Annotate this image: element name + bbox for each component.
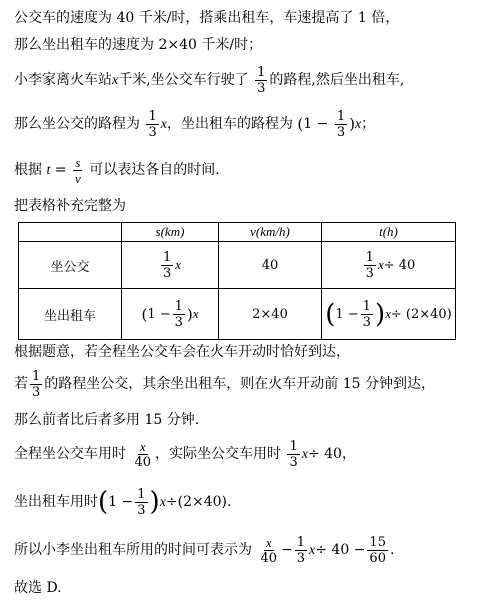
text-seg: 若 <box>14 376 28 392</box>
math-seg: 1 − <box>108 494 134 510</box>
text-line-12 <box>14 530 394 571</box>
denominator: 3 <box>289 454 298 470</box>
text-seg: 坐出租车用时 <box>14 494 98 510</box>
text-seg: 小李家离火车站 <box>14 72 112 88</box>
numerator: 1 <box>362 298 371 314</box>
fraction-x-over-40 <box>258 536 279 565</box>
table-row <box>19 289 456 340</box>
text-line-2: 那么坐出租车的速度为 2×40 千米/时； <box>14 37 263 53</box>
table-header-row <box>19 223 456 242</box>
var-x: x <box>301 447 308 462</box>
fraction-one-third <box>173 300 185 329</box>
math-seg: − <box>353 542 366 558</box>
text-line-11 <box>14 482 231 523</box>
fraction-one-third <box>146 110 158 139</box>
fraction-one-third <box>335 110 347 139</box>
text-seg: ，坐出租车的路程为 <box>166 116 293 132</box>
fraction-one-third <box>30 370 42 399</box>
numerator: s <box>75 154 81 170</box>
var-x: x <box>160 117 167 132</box>
cell-s <box>122 242 219 289</box>
denominator: 3 <box>365 265 374 281</box>
math-seg: ÷ 40 <box>383 257 416 273</box>
row-label: 坐公交 <box>19 242 122 289</box>
denominator: 60 <box>369 550 386 566</box>
var-x: x <box>385 305 391 321</box>
var-x: x <box>175 256 182 272</box>
paren: ( <box>98 487 109 517</box>
fraction-one-third <box>135 488 147 517</box>
text-seg: 千米,坐公交车行驶了 <box>118 72 249 88</box>
var-x: x <box>112 73 119 88</box>
text-seg: 那么坐公交的路程为 <box>14 116 140 132</box>
data-table <box>18 222 456 340</box>
var-x: x <box>159 495 166 510</box>
row-label: 坐出租车 <box>19 289 122 340</box>
paren: ) <box>374 299 386 329</box>
text-line-5 <box>14 152 220 189</box>
math-seg: 1 − <box>335 306 359 322</box>
numerator: 1 <box>137 486 146 502</box>
math-seg: ÷ (2×40) <box>390 306 452 322</box>
numerator: 1 <box>289 438 298 454</box>
text-seg: ； <box>361 116 376 132</box>
text-seg: 的路程,然后坐出租车, <box>269 72 405 88</box>
text-line-4 <box>14 106 375 143</box>
cell-t <box>322 242 456 289</box>
header-cell: v(km/h) <box>219 223 322 242</box>
numerator: x <box>139 438 146 454</box>
table-row <box>19 242 456 289</box>
text-seg: 的路程坐公交，其余坐出租车，则在火车开动前 15 分钟到达， <box>44 376 435 392</box>
fraction-one-third <box>255 66 267 95</box>
cell-s <box>122 289 219 340</box>
numerator: 1 <box>32 368 41 384</box>
denominator: 3 <box>148 124 157 140</box>
text-seg: 可以表达各自的时间. <box>89 162 220 178</box>
fraction-one-third <box>161 251 173 280</box>
numerator: x <box>265 534 272 550</box>
numerator: 1 <box>148 108 157 124</box>
text-seg: 根据 <box>14 162 42 178</box>
denominator: 3 <box>257 80 266 96</box>
math-seg: ÷(2×40) <box>165 494 228 510</box>
header-cell: t(h) <box>322 223 456 242</box>
math-seg: ÷ 40 <box>307 446 342 462</box>
text-line-8 <box>14 366 435 402</box>
text-seg: 全程坐公交车用时 <box>14 446 126 462</box>
text-line-10 <box>14 436 356 473</box>
denominator: 3 <box>336 124 346 140</box>
text-line-13: 故选 D. <box>14 580 62 596</box>
denominator: 3 <box>32 384 41 400</box>
paren: ( <box>141 305 148 323</box>
fraction-one-third <box>287 440 299 469</box>
numerator: 1 <box>162 249 172 265</box>
text-seg: 所以小李坐出租车所用的时间可表示为 <box>14 542 252 558</box>
math-seg: 1 − <box>303 116 329 132</box>
text-seg: ，实际坐公交车用时 <box>155 446 281 462</box>
fraction-one-third <box>361 300 373 329</box>
denominator: v <box>74 170 81 186</box>
fraction-one-third <box>295 536 307 565</box>
denominator: 40 <box>260 550 277 566</box>
cell-v: 40 <box>219 242 322 289</box>
denominator: 3 <box>162 265 172 281</box>
paren: ) <box>149 487 160 517</box>
denominator: 3 <box>362 314 371 330</box>
denominator: 3 <box>296 550 306 566</box>
text-line-7: 根据题意，若全程坐公交车会在火车开动时恰好到达， <box>14 344 350 360</box>
text-seg: . <box>389 542 395 558</box>
numerator: 1 <box>365 249 374 265</box>
numerator: 1 <box>336 108 346 124</box>
math-seg: ÷ 40 <box>315 542 350 558</box>
paren: ) <box>186 305 193 323</box>
fraction-s-over-v <box>73 156 83 185</box>
header-cell: s(km) <box>122 223 219 242</box>
text-line-1: 公交车的速度为 40 千米/时，搭乘出租车，车速提高了 1 倍， <box>14 10 400 26</box>
numerator: 1 <box>257 64 266 80</box>
denominator: 3 <box>137 502 146 518</box>
paren: ) <box>349 115 355 133</box>
header-cell <box>19 223 122 242</box>
cell-t <box>322 289 456 340</box>
math-seg: 1 − <box>147 306 171 322</box>
var-x: x <box>309 543 316 558</box>
denominator: 3 <box>174 314 183 330</box>
text-seg: ， <box>341 446 356 462</box>
numerator: 1 <box>296 534 306 550</box>
denominator: 40 <box>134 454 151 470</box>
var-x: x <box>192 305 199 321</box>
var-x: x <box>354 117 362 132</box>
fraction-x-over-40 <box>132 440 153 469</box>
var-t: t <box>46 163 51 178</box>
text-line-3 <box>14 62 404 99</box>
text-line-9: 那么前者比后者多用 15 分钟. <box>14 412 200 428</box>
numerator: 1 <box>174 298 183 314</box>
paren: ( <box>325 299 336 329</box>
paren: ( <box>297 115 304 133</box>
text-seg: . <box>227 494 232 510</box>
math-seg: − <box>281 542 293 558</box>
fraction-one-third <box>364 251 376 280</box>
math-seg: = <box>50 162 71 178</box>
numerator: 15 <box>369 534 386 550</box>
text-line-6: 把表格补充完整为 <box>14 198 126 214</box>
cell-v: 2×40 <box>219 289 322 340</box>
var-x: x <box>377 256 384 272</box>
fraction-15-over-60 <box>367 536 388 565</box>
